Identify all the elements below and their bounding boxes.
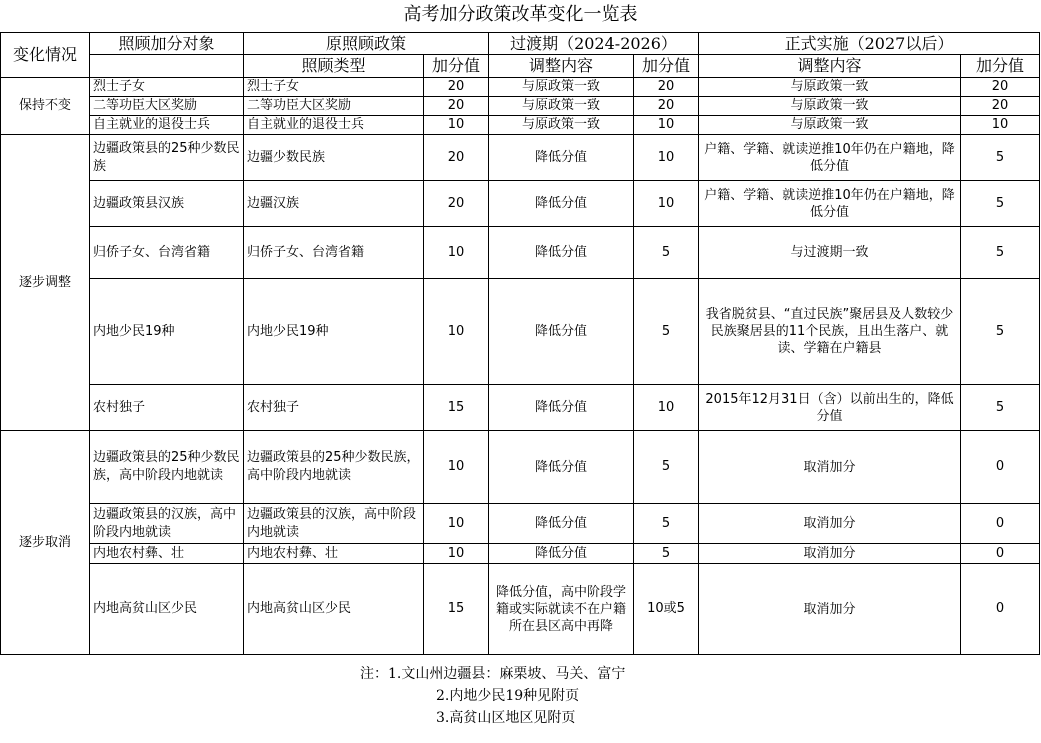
- transition-bonus-cell: 5: [634, 279, 699, 385]
- transition-adjust-cell: 降低分值: [489, 135, 634, 181]
- formal-adjust-cell: 与原政策一致: [699, 78, 961, 97]
- orig-bonus-cell: 10: [424, 116, 489, 135]
- formal-adjust-cell: 与原政策一致: [699, 116, 961, 135]
- group-label: 逐步调整: [1, 135, 90, 431]
- formal-bonus-cell: 5: [961, 135, 1040, 181]
- header-blank: [90, 55, 244, 78]
- header-formal-adjust: 调整内容: [699, 55, 961, 78]
- transition-adjust-cell: 降低分值: [489, 181, 634, 227]
- formal-bonus-cell: 5: [961, 279, 1040, 385]
- transition-adjust-cell: 降低分值: [489, 385, 634, 431]
- formal-adjust-cell: 取消加分: [699, 564, 961, 655]
- header-type: 照顾类型: [244, 55, 424, 78]
- table-row: [1, 564, 1040, 655]
- transition-bonus-cell: 10: [634, 385, 699, 431]
- table-row: [1, 78, 1040, 97]
- header-row-1: [1, 33, 1040, 55]
- target-cell: 边疆政策县的25种少数民族: [90, 135, 244, 181]
- target-cell: 二等功臣大区奖励: [90, 97, 244, 116]
- formal-bonus-cell: 20: [961, 78, 1040, 97]
- policy-table: [0, 32, 1040, 655]
- formal-bonus-cell: 0: [961, 564, 1040, 655]
- note-2: 2.内地少民19种见附页: [436, 688, 580, 704]
- table-row: [1, 544, 1040, 564]
- header-formal: 正式实施（2027以后）: [699, 33, 1040, 55]
- type-cell: 烈士子女: [244, 78, 424, 97]
- table-row: [1, 135, 1040, 181]
- formal-adjust-cell: 取消加分: [699, 431, 961, 504]
- formal-adjust-cell: 与原政策一致: [699, 97, 961, 116]
- target-cell: 边疆政策县的25种少数民族，高中阶段内地就读: [90, 431, 244, 504]
- transition-bonus-cell: 10: [634, 116, 699, 135]
- transition-adjust-cell: 降低分值: [489, 544, 634, 564]
- table-row: [1, 97, 1040, 116]
- header-transition-bonus: 加分值: [634, 55, 699, 78]
- formal-bonus-cell: 0: [961, 544, 1040, 564]
- formal-bonus-cell: 0: [961, 431, 1040, 504]
- orig-bonus-cell: 10: [424, 544, 489, 564]
- header-orig-bonus: 加分值: [424, 55, 489, 78]
- target-cell: 内地农村彝、壮: [90, 544, 244, 564]
- formal-bonus-cell: 5: [961, 227, 1040, 279]
- target-cell: 内地少民19种: [90, 279, 244, 385]
- transition-adjust-cell: 降低分值: [489, 431, 634, 504]
- type-cell: 自主就业的退役士兵: [244, 116, 424, 135]
- type-cell: 边疆少数民族: [244, 135, 424, 181]
- orig-bonus-cell: 20: [424, 181, 489, 227]
- type-cell: 边疆政策县的汉族，高中阶段内地就读: [244, 504, 424, 544]
- transition-bonus-cell: 10: [634, 135, 699, 181]
- orig-bonus-cell: 15: [424, 385, 489, 431]
- table-title: 高考加分政策改革变化一览表: [403, 4, 638, 25]
- target-cell: 归侨子女、台湾省籍: [90, 227, 244, 279]
- target-cell: 内地高贫山区少民: [90, 564, 244, 655]
- orig-bonus-cell: 20: [424, 78, 489, 97]
- group-label: 保持不变: [1, 78, 90, 135]
- header-transition: 过渡期（2024-2026）: [489, 33, 699, 55]
- transition-adjust-cell: 降低分值: [489, 279, 634, 385]
- target-cell: 烈士子女: [90, 78, 244, 97]
- table-row: [1, 181, 1040, 227]
- formal-adjust-cell: 2015年12月31日（含）以前出生的，降低分值: [699, 385, 961, 431]
- orig-bonus-cell: 20: [424, 97, 489, 116]
- type-cell: 农村独子: [244, 385, 424, 431]
- formal-adjust-cell: 户籍、学籍、就读逆推10年仍在户籍地，降低分值: [699, 135, 961, 181]
- transition-bonus-cell: 5: [634, 504, 699, 544]
- transition-adjust-cell: 降低分值，高中阶段学籍或实际就读不在户籍所在县区高中再降: [489, 564, 634, 655]
- type-cell: 二等功臣大区奖励: [244, 97, 424, 116]
- target-cell: 边疆政策县的汉族，高中阶段内地就读: [90, 504, 244, 544]
- table-row: [1, 116, 1040, 135]
- formal-adjust-cell: 户籍、学籍、就读逆推10年仍在户籍地，降低分值: [699, 181, 961, 227]
- note-3: 3.高贫山区地区见附页: [436, 710, 576, 726]
- transition-adjust-cell: 与原政策一致: [489, 116, 634, 135]
- type-cell: 内地少民19种: [244, 279, 424, 385]
- transition-bonus-cell: 10或5: [634, 564, 699, 655]
- table-row: [1, 279, 1040, 385]
- formal-bonus-cell: 5: [961, 181, 1040, 227]
- formal-bonus-cell: 5: [961, 385, 1040, 431]
- transition-adjust-cell: 与原政策一致: [489, 78, 634, 97]
- transition-adjust-cell: 与原政策一致: [489, 97, 634, 116]
- type-cell: 内地农村彝、壮: [244, 544, 424, 564]
- header-change: 变化情况: [1, 33, 90, 78]
- target-cell: 边疆政策县汉族: [90, 181, 244, 227]
- orig-bonus-cell: 10: [424, 431, 489, 504]
- note-1: 注：1.文山州边疆县：麻栗坡、马关、富宁: [360, 666, 626, 682]
- formal-bonus-cell: 20: [961, 97, 1040, 116]
- type-cell: 内地高贫山区少民: [244, 564, 424, 655]
- transition-bonus-cell: 20: [634, 78, 699, 97]
- orig-bonus-cell: 20: [424, 135, 489, 181]
- formal-bonus-cell: 10: [961, 116, 1040, 135]
- header-row-2: [1, 55, 1040, 78]
- target-cell: 自主就业的退役士兵: [90, 116, 244, 135]
- transition-bonus-cell: 5: [634, 227, 699, 279]
- transition-bonus-cell: 20: [634, 97, 699, 116]
- type-cell: 边疆政策县的25种少数民族，高中阶段内地就读: [244, 431, 424, 504]
- table-row: [1, 227, 1040, 279]
- formal-adjust-cell: 与过渡期一致: [699, 227, 961, 279]
- header-target: 照顾加分对象: [90, 33, 244, 55]
- transition-bonus-cell: 10: [634, 181, 699, 227]
- transition-adjust-cell: 降低分值: [489, 504, 634, 544]
- formal-bonus-cell: 0: [961, 504, 1040, 544]
- group-label: 逐步取消: [1, 431, 90, 655]
- formal-adjust-cell: 取消加分: [699, 504, 961, 544]
- transition-adjust-cell: 降低分值: [489, 227, 634, 279]
- orig-bonus-cell: 10: [424, 504, 489, 544]
- table-row: [1, 504, 1040, 544]
- header-formal-bonus: 加分值: [961, 55, 1040, 78]
- table-row: [1, 431, 1040, 504]
- header-transition-adjust: 调整内容: [489, 55, 634, 78]
- target-cell: 农村独子: [90, 385, 244, 431]
- table-row: [1, 385, 1040, 431]
- orig-bonus-cell: 10: [424, 279, 489, 385]
- header-original-policy: 原照顾政策: [244, 33, 489, 55]
- orig-bonus-cell: 15: [424, 564, 489, 655]
- orig-bonus-cell: 10: [424, 227, 489, 279]
- transition-bonus-cell: 5: [634, 544, 699, 564]
- type-cell: 边疆汉族: [244, 181, 424, 227]
- type-cell: 归侨子女、台湾省籍: [244, 227, 424, 279]
- formal-adjust-cell: 取消加分: [699, 544, 961, 564]
- transition-bonus-cell: 5: [634, 431, 699, 504]
- formal-adjust-cell: 我省脱贫县、“直过民族”聚居县及人数较少民族聚居县的11个民族，且出生落户、就读、学籍在户籍县: [699, 279, 961, 385]
